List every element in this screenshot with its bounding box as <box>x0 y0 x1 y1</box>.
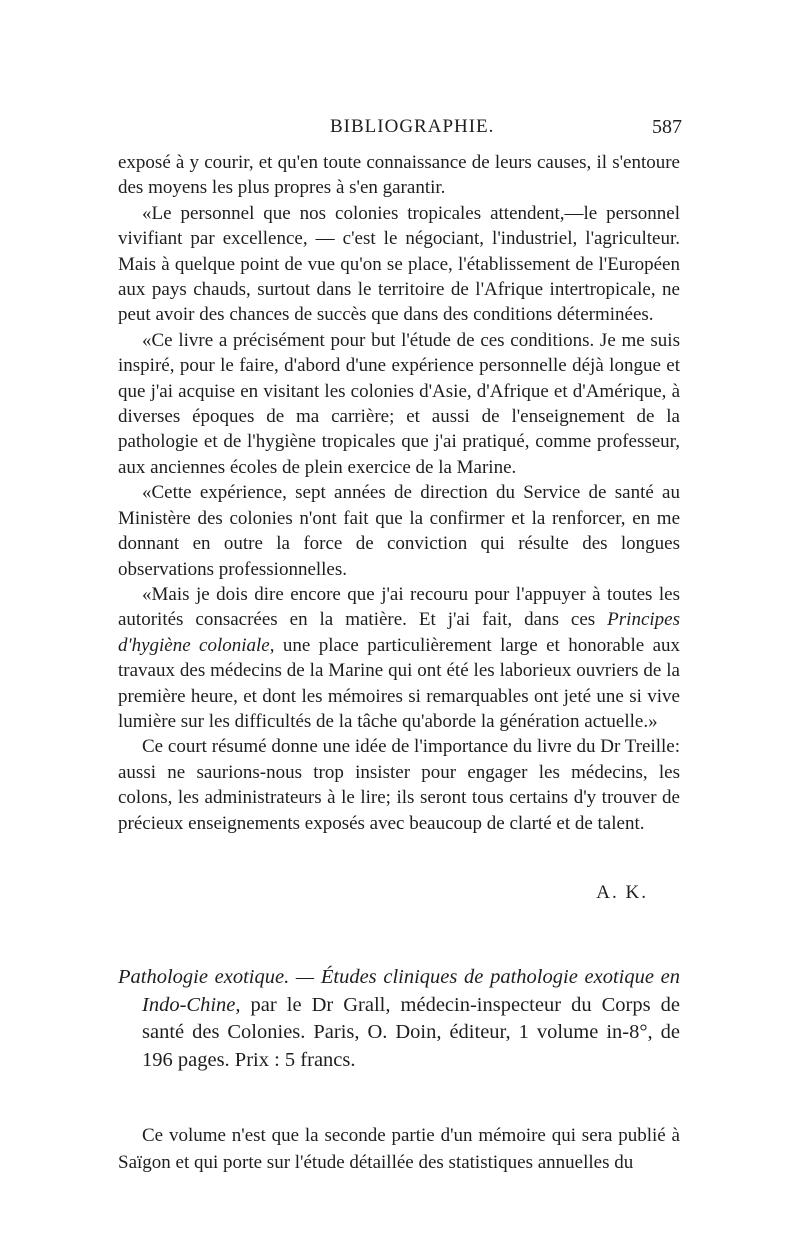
running-head: BIBLIOGRAPHIE. <box>330 116 495 137</box>
paragraph-5-start: «Mais je dois dire encore que j'ai recouru pour l'appuyer à toutes les autorités consacrées en la matière. Et j'ai fait, dans ces <box>118 583 680 631</box>
paragraph-5-end: , une place particulièrement large et honorable aux travaux des médecins de la Marine qui ont été les laborieux ouvriers de la première heure, et dont les mémoires si remarquables ont jeté une si vive lumière sur les difficultés de la tâche qu'aborde la génération actuelle.» <box>118 634 680 732</box>
paragraph-4: «Cette expérience, sept années de direction du Service de santé au Ministère des colonies n'ont fait que la confirmer et la renforcer, en me donnant en outre la force de conviction qui résulte des longues observations professionnelles. <box>118 482 680 580</box>
review-heading <box>118 964 680 1074</box>
review-details: par le Dr Grall, médecin-inspecteur du Corps de santé des Colonies. Paris, O. Doin, éditeur, 1 volume in-8°, de 196 pages. Prix : 5 francs. <box>142 993 680 1071</box>
body-text <box>118 150 680 836</box>
book-title-italic: Principes d'hygiène coloniale <box>118 609 680 656</box>
review-paragraph: Ce volume n'est que la seconde partie d'un mémoire qui sera publié à Saïgon et qui porte sur l'étude détaillée des statistiques annuelles du <box>118 1125 680 1173</box>
review-body <box>118 1122 680 1176</box>
paragraph-1: exposé à y courir, et qu'en toute connaissance de leurs causes, il s'entoure des moyens les plus propres à s'en garantir. <box>118 152 680 199</box>
paragraph-3: «Ce livre a précisément pour but l'étude de ces conditions. Je me suis inspiré, pour le faire, d'abord d'une expérience personnelle déjà longue et que j'ai acquise en visitant les colonies d'Asie, d'Afrique et d'Amérique, à diverses époques de ma carrière; et aussi de l'enseignement de la pathologie et de l'hygiène tropicales que j'ai pratiqué, comme professeur, aux anciennes écoles de plein exercice de la Marine. <box>118 329 680 478</box>
page-header <box>330 116 682 144</box>
signature: A. K. <box>596 882 648 903</box>
paragraph-2: «Le personnel que nos colonies tropicales attendent,—le personnel vivifiant par excellence, — c'est le négociant, l'industriel, l'agriculteur. Mais à quelque point de vue qu'on se place, l'établissement de l'Européen aux pays chauds, surtout dans le territoire de l'Afrique intertropicale, ne peut avoir des chances de succès que dans des conditions déterminées. <box>118 202 680 326</box>
paragraph-5 <box>118 582 680 734</box>
paragraph-6: Ce court résumé donne une idée de l'importance du livre du Dr Treille: aussi ne saurions-nous trop insister pour engager les médecins, les colons, les administrateurs à le lire; ils seront tous certains d'y trouver de précieux enseignements exposés avec beaucoup de clarté et de talent. <box>118 736 680 834</box>
page-number: 587 <box>652 116 682 138</box>
review-title: Pathologie exotique. — Études cliniques de pathologie exotique en Indo-Chine, <box>118 966 680 1016</box>
